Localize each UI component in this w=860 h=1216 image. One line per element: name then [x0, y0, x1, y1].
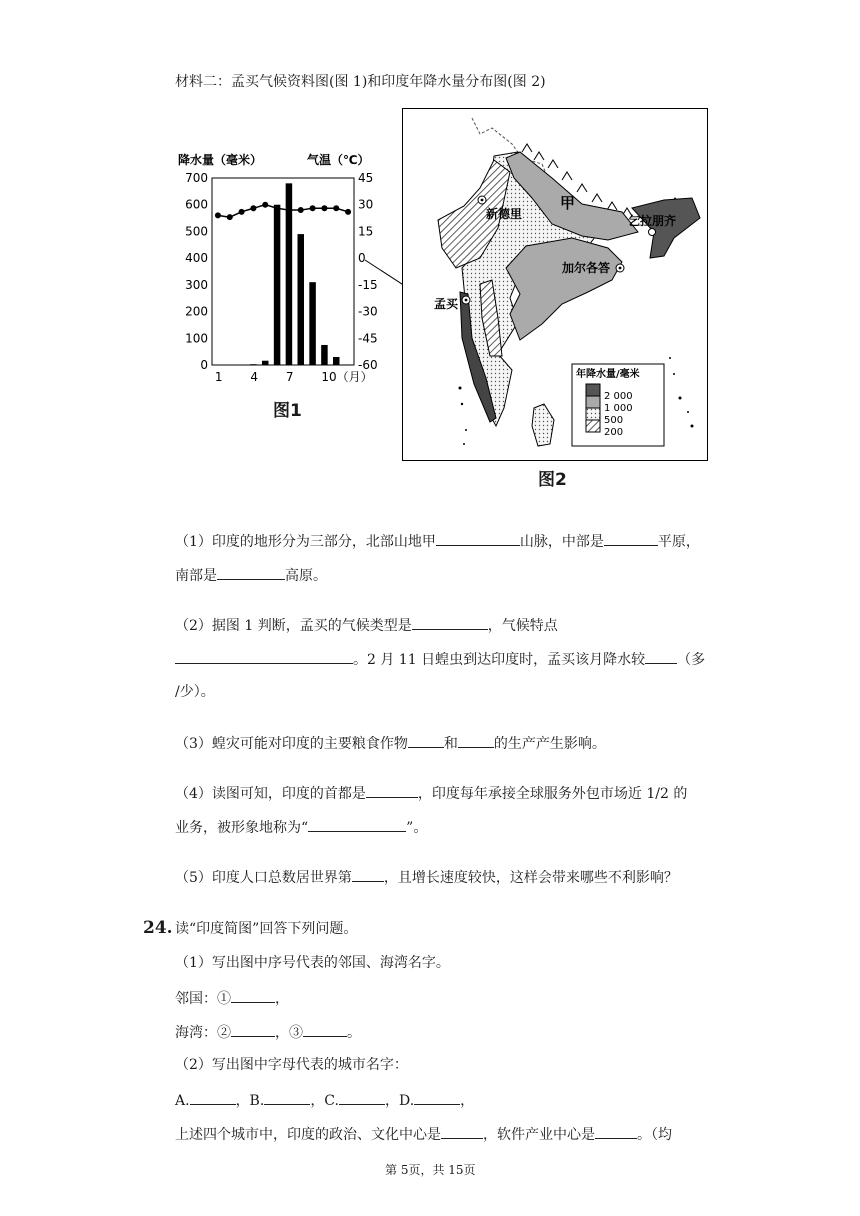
q24-intro: 读“印度简图”回答下列问题。 [175, 921, 358, 937]
blank-bay-3[interactable] [303, 1021, 347, 1037]
material-title: 材料二：孟买气候资料图(图 1)和印度年降水量分布图(图 2) [175, 74, 546, 90]
blank-political-center[interactable] [441, 1123, 483, 1139]
right-tick-label: 15 [358, 224, 374, 239]
left-tick-label: 500 [185, 224, 208, 239]
q24-centers: 上述四个城市中，印度的政治、文化中心是 ，软件产业中心是 。（均 [175, 1123, 672, 1145]
blank-city-c[interactable] [339, 1089, 385, 1105]
blank-city-a[interactable] [190, 1089, 236, 1105]
blank-capital[interactable] [366, 782, 418, 798]
blank-neighbor-1[interactable] [231, 987, 275, 1003]
label-jia: 甲 [560, 194, 576, 212]
legend-1000: 1 000 [604, 403, 633, 414]
temperature-point [250, 205, 256, 211]
x-tick-label: 4 [250, 370, 259, 384]
temperature-point [274, 205, 280, 211]
q24-cities: A. ，B. ，C. ，D. ， [175, 1089, 474, 1111]
blank-rainfall[interactable] [645, 648, 677, 664]
label-new-delhi: 新德里 [486, 207, 523, 221]
precip-bar [333, 357, 340, 365]
right-tick-label: -15 [358, 277, 378, 292]
left-tick-label: 100 [185, 331, 208, 346]
precip-bar [274, 205, 281, 365]
left-tick-label: 200 [185, 304, 208, 319]
legend-title: 年降水量/毫米 [576, 369, 640, 380]
q23-2-line3: /少）。 [175, 684, 215, 700]
legend-500: 500 [604, 415, 624, 426]
temperature-point [298, 207, 304, 213]
x-tick-label: 10（月） [321, 370, 373, 384]
right-tick-label: -45 [358, 331, 378, 346]
q23-2-line1: （2）据图 1 判断，孟买的气候类型是 ，气候特点 [175, 614, 558, 636]
page-footer: 第 5页，共 15页 [385, 1163, 476, 1177]
fig2-caption: 图2 [538, 470, 567, 490]
label-bombay: 孟买 [434, 297, 459, 311]
q23-3: （3）蝗灾可能对印度的主要粮食作物 和 的生产产生影响。 [175, 732, 606, 754]
blank-city-d[interactable] [414, 1089, 460, 1105]
right-axis-title: 气温（℃） [307, 153, 370, 167]
temperature-point [262, 202, 268, 208]
temperature-line [218, 205, 348, 217]
q24-number: 24. [143, 918, 173, 938]
left-tick-label: 300 [185, 277, 208, 292]
label-cherrapunji: 乞拉朋齐 [628, 214, 677, 228]
left-tick-label: 600 [185, 197, 208, 212]
legend-2000: 2 000 [604, 391, 633, 402]
x-tick-label: 1 [214, 370, 223, 384]
left-tick-label: 0 [200, 358, 208, 372]
precip-bar [321, 345, 328, 365]
blank-crop1[interactable] [408, 732, 444, 748]
x-tick-label: 7 [285, 370, 294, 384]
precip-bar [297, 234, 304, 365]
right-tick-label: -30 [358, 304, 378, 319]
blank-software-center[interactable] [595, 1123, 637, 1139]
right-tick-label: 45 [358, 171, 374, 185]
fig1-caption: 图1 [273, 401, 302, 421]
temperature-point [321, 205, 327, 211]
precip-bar [250, 364, 257, 365]
right-tick-label: 30 [358, 197, 374, 212]
label-calcutta: 加尔各答 [562, 261, 611, 275]
q24-bays: 海湾：② ，③ 。 [175, 1021, 361, 1043]
q23-4-line2: 业务，被形象地称为“ ”。 [175, 816, 427, 838]
blank-plain[interactable] [604, 530, 658, 546]
blank-city-b[interactable] [264, 1089, 310, 1105]
q24-2: （2）写出图中字母代表的城市名字： [175, 1057, 408, 1073]
precip-bar [345, 364, 352, 365]
q24-1: （1）写出图中序号代表的邻国、海湾名字。 [175, 955, 450, 971]
map-legend [572, 364, 664, 446]
plot-frame [212, 178, 354, 365]
temperature-point [227, 214, 233, 220]
blank-nickname[interactable] [308, 816, 406, 832]
q23-5: （5）印度人口总数居世界第 ，且增长速度较快，这样会带来哪些不利影响？ [175, 866, 678, 888]
q23-1-line1: （1）印度的地形分为三部分，北部山地甲 山脉，中部是 平原， [175, 530, 700, 552]
temperature-point [239, 209, 245, 215]
right-tick-label: 0 [358, 251, 366, 266]
precip-bar [262, 361, 269, 365]
blank-plateau[interactable] [217, 564, 285, 580]
temperature-point [286, 207, 292, 213]
bombay-climate-chart [160, 140, 380, 430]
q23-4-line1: （4）读图可知，印度的首都是 ，印度每年承接全球服务外包市场近 1/2 的 [175, 782, 687, 804]
blank-crop2[interactable] [458, 732, 494, 748]
q23-2-line2: 。2 月 11 日蝗虫到达印度时，孟买该月降水较 （多 [175, 648, 705, 670]
temperature-point [215, 212, 221, 218]
blank-bay-2[interactable] [231, 1021, 275, 1037]
temperature-point [333, 205, 339, 211]
left-tick-label: 400 [185, 251, 208, 266]
legend-200: 200 [604, 427, 624, 438]
right-tick-label: -60 [358, 358, 378, 372]
q24-neighbor: 邻国：① ， [175, 987, 289, 1009]
temperature-point [310, 205, 316, 211]
precip-bar [309, 282, 316, 365]
q23-1-line2: 南部是 高原。 [175, 564, 327, 586]
left-axis-title: 降水量（毫米） [178, 153, 263, 167]
blank-climate-feature[interactable] [175, 648, 353, 664]
blank-climate-type[interactable] [412, 614, 488, 630]
india-rainfall-map [402, 108, 708, 461]
blank-mountain[interactable] [436, 530, 520, 546]
temperature-point [345, 209, 351, 215]
blank-population-rank[interactable] [352, 866, 384, 882]
left-tick-label: 700 [185, 171, 208, 185]
